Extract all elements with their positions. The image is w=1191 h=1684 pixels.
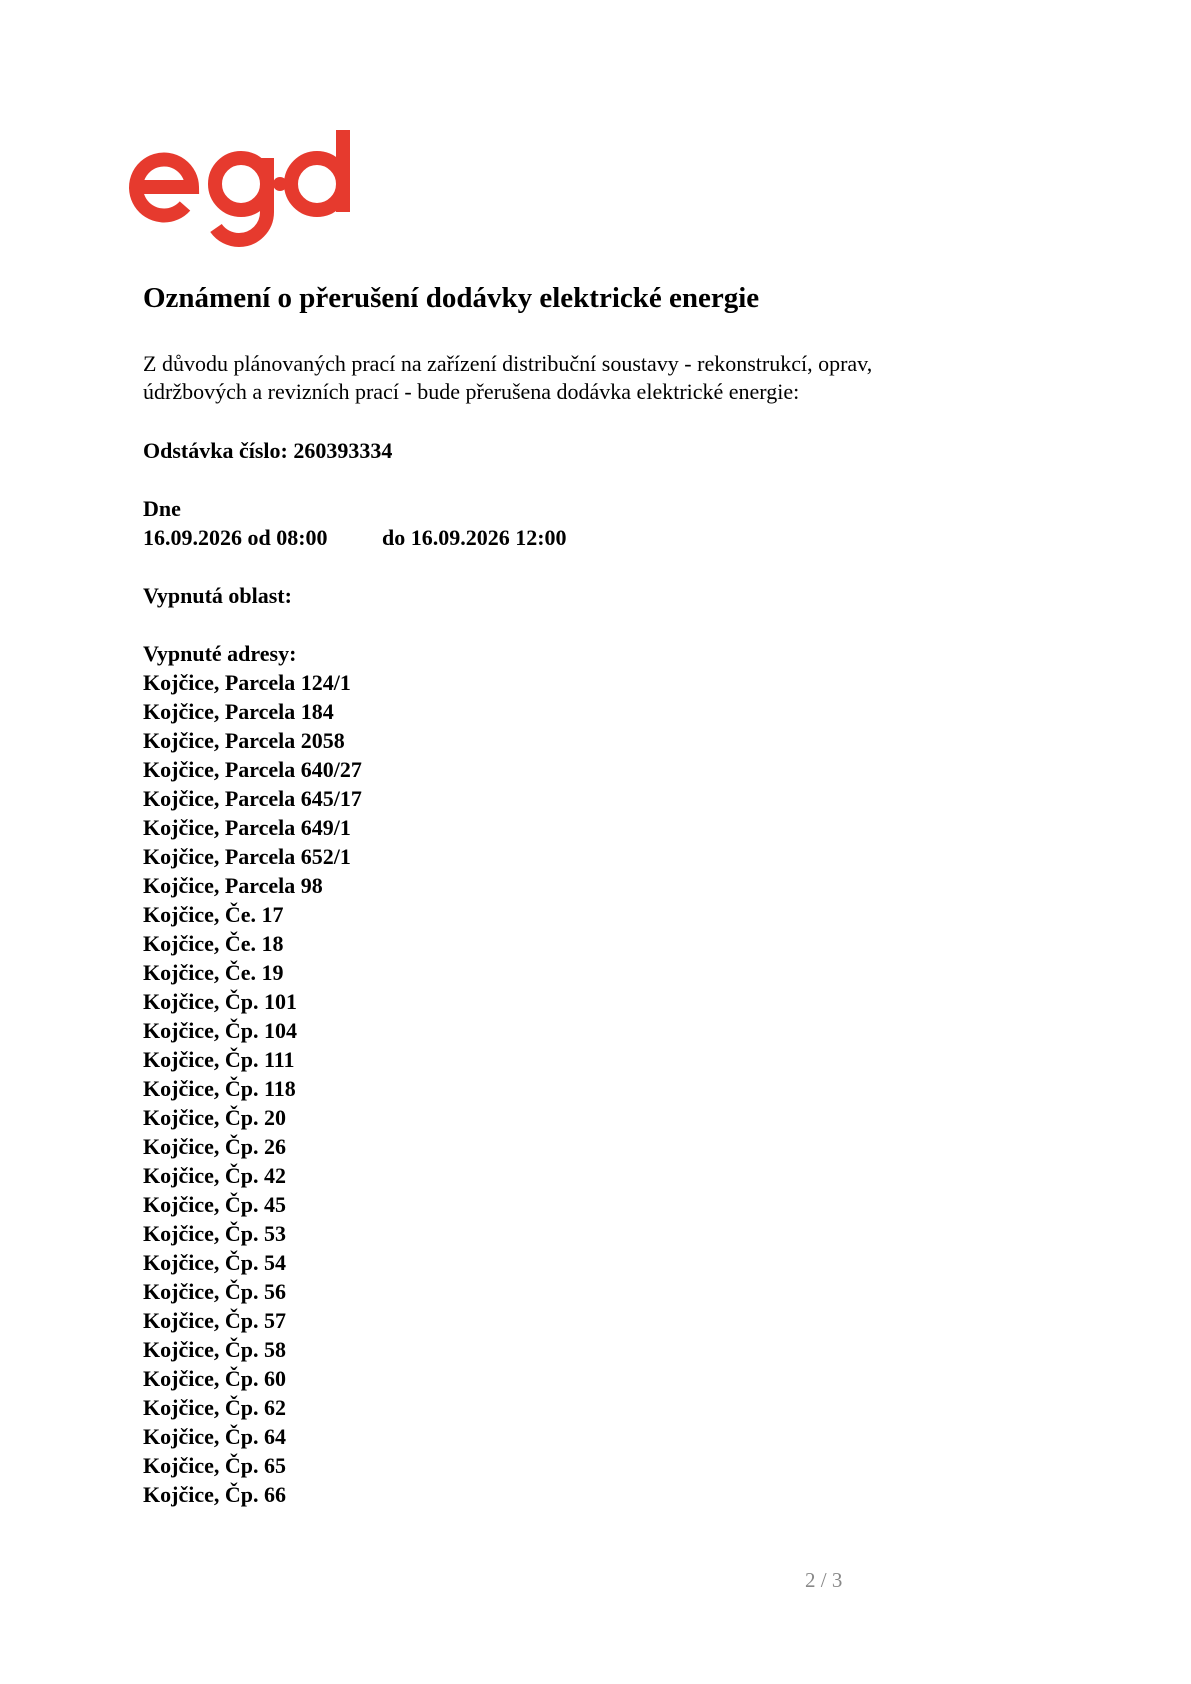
address-item: Kojčice, Če. 19 <box>143 960 284 985</box>
address-item: Kojčice, Čp. 118 <box>143 1076 296 1101</box>
address-item: Kojčice, Čp. 64 <box>143 1424 286 1449</box>
address-item: Kojčice, Čp. 20 <box>143 1105 286 1130</box>
address-list <box>143 668 362 1509</box>
address-item: Kojčice, Čp. 57 <box>143 1308 286 1333</box>
date-from: 16.09.2026 od 08:00 <box>143 525 328 550</box>
date-label: Dne <box>143 496 181 521</box>
address-item: Kojčice, Čp. 56 <box>143 1279 286 1304</box>
address-item: Kojčice, Čp. 53 <box>143 1221 286 1246</box>
address-item: Kojčice, Čp. 45 <box>143 1192 286 1217</box>
address-item: Kojčice, Parcela 98 <box>143 873 323 898</box>
address-item: Kojčice, Če. 17 <box>143 902 284 927</box>
date-to: do 16.09.2026 12:00 <box>382 525 567 550</box>
address-item: Kojčice, Parcela 645/17 <box>143 786 362 811</box>
page-number: 2 / 3 <box>805 1568 843 1592</box>
address-item: Kojčice, Čp. 54 <box>143 1250 286 1275</box>
address-item: Kojčice, Čp. 26 <box>143 1134 286 1159</box>
address-item: Kojčice, Čp. 42 <box>143 1163 286 1188</box>
address-item: Kojčice, Čp. 66 <box>143 1482 286 1507</box>
address-item: Kojčice, Če. 18 <box>143 931 284 956</box>
address-item: Kojčice, Parcela 184 <box>143 699 334 724</box>
address-item: Kojčice, Parcela 652/1 <box>143 844 351 869</box>
addresses-label: Vypnuté adresy: <box>143 641 297 666</box>
area-label: Vypnutá oblast: <box>143 583 292 608</box>
address-item: Kojčice, Čp. 60 <box>143 1366 286 1391</box>
intro-line-2: údržbových a revizních prací - bude přerušena dodávka elektrické energie: <box>143 379 800 404</box>
egd-logo <box>128 130 350 248</box>
address-item: Kojčice, Čp. 101 <box>143 989 297 1014</box>
address-item: Kojčice, Parcela 2058 <box>143 728 345 753</box>
address-item: Kojčice, Čp. 111 <box>143 1047 295 1072</box>
address-item: Kojčice, Čp. 58 <box>143 1337 286 1362</box>
address-item: Kojčice, Parcela 124/1 <box>143 670 351 695</box>
address-item: Kojčice, Parcela 640/27 <box>143 757 362 782</box>
address-item: Kojčice, Čp. 104 <box>143 1018 297 1043</box>
outage-number: Odstávka číslo: 260393334 <box>143 438 393 463</box>
address-item: Kojčice, Parcela 649/1 <box>143 815 351 840</box>
page-title: Oznámení o přerušení dodávky elektrické energie <box>143 282 760 314</box>
intro-line-1: Z důvodu plánovaných prací na zařízení distribuční soustavy - rekonstrukcí, oprav, <box>143 351 873 376</box>
address-item: Kojčice, Čp. 62 <box>143 1395 286 1420</box>
address-item: Kojčice, Čp. 65 <box>143 1453 286 1478</box>
intro-paragraph <box>143 350 1043 406</box>
